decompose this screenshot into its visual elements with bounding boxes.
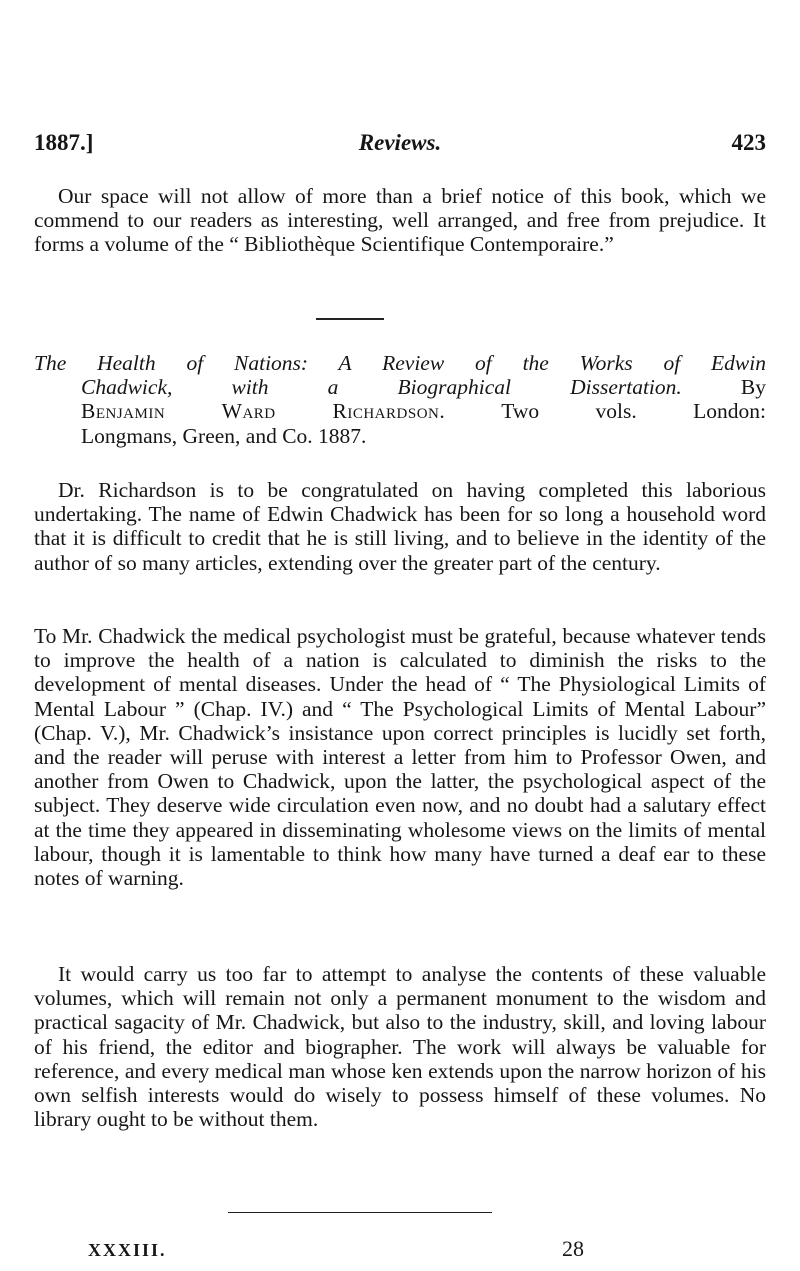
signature-mark: XXXIII. <box>88 1240 167 1260</box>
header-section-title: Reviews. <box>358 130 442 155</box>
citation-publisher: Longmans, Green, and Co. 1887. <box>81 423 367 448</box>
citation-author: Benjamin Ward Richardson. <box>81 399 446 424</box>
section-divider <box>316 318 384 320</box>
citation-place: London: <box>693 399 766 424</box>
page-number: 423 <box>731 130 766 155</box>
page-footer <box>34 1236 766 1270</box>
header-year: 1887.] <box>34 130 94 155</box>
citation-volumes: Two vols. <box>501 399 637 424</box>
running-header <box>34 130 766 162</box>
intro-paragraph-text: Our space will not allow of more than a brief notice of this book, which we commend to our readers as interesting, well arranged, and free from prejudice. It forms a volume of the “ Bibliothèque Scientifique Contemporaire.” <box>34 184 766 257</box>
citation-by: By <box>740 375 766 400</box>
intro-paragraph <box>34 184 766 257</box>
citation-title-line-2: Chadwick, with a Biographical Dissertation. By <box>81 375 766 400</box>
book-citation <box>34 351 766 448</box>
citation-author-line <box>34 399 766 423</box>
end-divider <box>228 1212 492 1213</box>
citation-title-line-1: The Health of Nations: A Review of the Works of Edwin <box>34 351 766 375</box>
review-paragraph-3: It would carry us too far to attempt to analyse the contents of these valuable volumes, which will remain not only a permanent monument to the wisdom and practical sagacity of Mr. Chadwick, but also to the industry, skill, and loving labour of his friend, the editor and biographer. The work will always be valuable for reference, and every medical man whose ken extends upon the narrow horizon of his own selfish interests would do wisely to possess himself of these volumes. No library ought to be without them. <box>34 962 766 1132</box>
review-paragraph-1: Dr. Richardson is to be congratulated on having completed this laborious undertaking. The name of Edwin Chadwick has been for so long a household word that it is difficult to credit that he is still living, and to believe in the identity of the author of so many articles, extending over the greater part of the century. <box>34 478 766 575</box>
review-paragraph-2: To Mr. Chadwick the medical psychologist must be grateful, because whatever tends to improve the health of a nation is calculated to diminish the risks to the development of mental diseases. Under the head of “ The Physiological Limits of Mental Labour ” (Chap. IV.) and “ The Psychological Limits of Mental Labour” (Chap. V.), Mr. Chadwick’s insistance upon correct principles is lucidly set forth, and the reader will peruse with interest a letter from him to Professor Owen, and another from Owen to Chadwick, upon the latter, the psychological aspect of the subject. They deserve wide circulation even now, and no doubt had a salutary effect at the time they appeared in disseminating wholesome views on the limits of mental labour, though it is lamentable to think how many have turned a deaf ear to these notes of warning. <box>34 624 766 891</box>
sheet-number: 28 <box>562 1236 584 1261</box>
